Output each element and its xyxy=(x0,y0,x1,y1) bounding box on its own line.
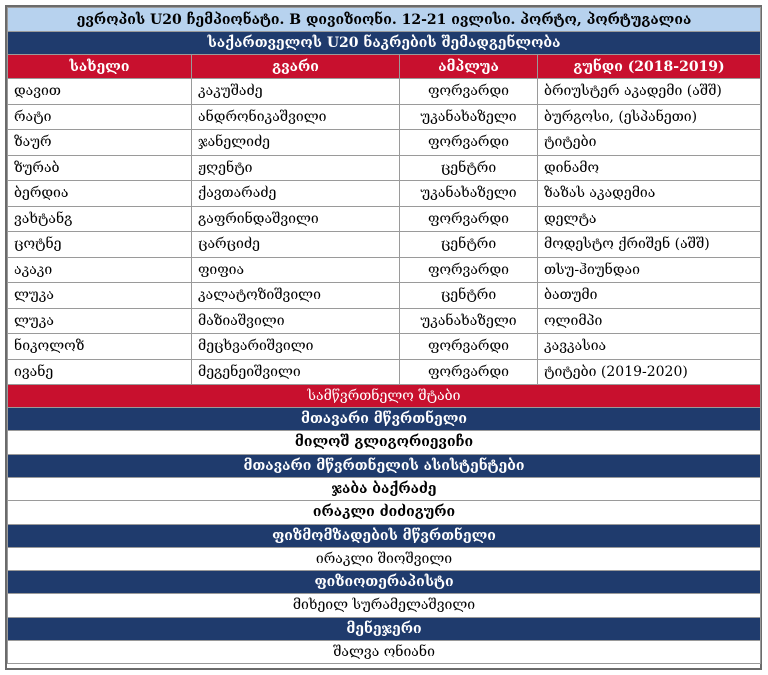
player-row xyxy=(8,206,761,232)
player-row xyxy=(8,308,761,334)
player-last-name: ჟღენტი xyxy=(192,155,400,181)
staff-role-row xyxy=(8,524,761,547)
player-first-name: აკაკი xyxy=(8,257,192,283)
staff-role: ფიზმომზადების მწვრთნელი xyxy=(8,524,761,547)
header-row xyxy=(8,55,761,79)
roster-table xyxy=(7,7,761,664)
header-first-name: სახელი xyxy=(8,55,192,79)
squad-title-row xyxy=(8,32,761,55)
player-position: ფორვარდი xyxy=(400,334,538,360)
player-row xyxy=(8,155,761,181)
staff-title-row xyxy=(8,385,761,408)
player-last-name: კალატოზიშვილი xyxy=(192,283,400,309)
player-row xyxy=(8,334,761,360)
player-team: დინამო xyxy=(538,155,761,181)
player-team: ზაზას აკადემია xyxy=(538,181,761,207)
staff-role: მთავარი მწვრთნელის ასისტენტები xyxy=(8,454,761,477)
player-position: უკანახაზელი xyxy=(400,308,538,334)
player-first-name: დავით xyxy=(8,79,192,105)
staff-title: სამწვრთნელო შტაბი xyxy=(8,385,761,408)
staff-name-row xyxy=(8,501,761,525)
player-position: ცენტრი xyxy=(400,155,538,181)
player-row xyxy=(8,232,761,258)
player-last-name: მაზიაშვილი xyxy=(192,308,400,334)
tournament-title: ევროპის U20 ჩემპიონატი. B დივიზიონი. 12-21 ივლისი. პორტო, პორტუგალია xyxy=(8,8,761,32)
staff-role-row xyxy=(8,408,761,431)
staff-name: მიხეილ სურამელაშვილი xyxy=(8,594,761,618)
player-position: ფორვარდი xyxy=(400,359,538,385)
player-last-name: ცარციძე xyxy=(192,232,400,258)
header-team: გუნდი (2018-2019) xyxy=(538,55,761,79)
staff-role: მთავარი მწვრთნელი xyxy=(8,408,761,431)
header-last-name: გვარი xyxy=(192,55,400,79)
player-row xyxy=(8,359,761,385)
player-last-name: მეგენეიშვილი xyxy=(192,359,400,385)
staff-role: მენეჯერი xyxy=(8,617,761,640)
player-team: ბურგოსი, (ესპანეთი) xyxy=(538,104,761,130)
staff-name-row xyxy=(8,431,761,455)
player-first-name: ვახტანგ xyxy=(8,206,192,232)
player-row xyxy=(8,283,761,309)
player-last-name: კაკუშაძე xyxy=(192,79,400,105)
player-first-name: ბერდია xyxy=(8,181,192,207)
player-first-name: ლუკა xyxy=(8,283,192,309)
player-team: მოდესტო ქრიშენ (აშშ) xyxy=(538,232,761,258)
player-team: ტიტები xyxy=(538,130,761,156)
player-team: დელტა xyxy=(538,206,761,232)
player-position: ცენტრი xyxy=(400,232,538,258)
player-team: კავკასია xyxy=(538,334,761,360)
player-position: უკანახაზელი xyxy=(400,104,538,130)
player-first-name: რატი xyxy=(8,104,192,130)
player-team: ბრიუსტერ აკადემი (აშშ) xyxy=(538,79,761,105)
player-team: ტიტები (2019-2020) xyxy=(538,359,761,385)
player-position: ფორვარდი xyxy=(400,79,538,105)
player-first-name: ლუკა xyxy=(8,308,192,334)
player-first-name: ნიკოლოზ xyxy=(8,334,192,360)
staff-name: ირაკლი ძიძიგური xyxy=(8,501,761,525)
player-last-name: ანდრონიკაშვილი xyxy=(192,104,400,130)
staff-name: მილოშ გლიგორიევიჩი xyxy=(8,431,761,455)
player-first-name: ზურაბ xyxy=(8,155,192,181)
staff-role-row xyxy=(8,617,761,640)
player-row xyxy=(8,130,761,156)
title-row xyxy=(8,8,761,32)
player-first-name: ივანე xyxy=(8,359,192,385)
staff-name-row xyxy=(8,594,761,618)
staff-name-row xyxy=(8,477,761,501)
player-row xyxy=(8,79,761,105)
player-last-name: ქავთარაძე xyxy=(192,181,400,207)
roster-sheet xyxy=(5,5,762,670)
staff-name: ირაკლი შიოშვილი xyxy=(8,547,761,571)
header-position: ამპლუა xyxy=(400,55,538,79)
player-row xyxy=(8,257,761,283)
player-team: ბათუმი xyxy=(538,283,761,309)
player-position: უკანახაზელი xyxy=(400,181,538,207)
staff-name: შალვა ონიანი xyxy=(8,640,761,664)
squad-title: საქართველოს U20 ნაკრების შემადგენლობა xyxy=(8,32,761,55)
staff-role-row xyxy=(8,571,761,594)
staff-name-row xyxy=(8,547,761,571)
player-first-name: ზაურ xyxy=(8,130,192,156)
player-position: ფორვარდი xyxy=(400,130,538,156)
player-last-name: მეცხვარიშვილი xyxy=(192,334,400,360)
player-last-name: გაფრინდაშვილი xyxy=(192,206,400,232)
staff-role-row xyxy=(8,454,761,477)
player-last-name: ფიფია xyxy=(192,257,400,283)
staff-name: ჯაბა ბაქრაძე xyxy=(8,477,761,501)
player-team: თსუ-ჰიუნდაი xyxy=(538,257,761,283)
player-position: ფორვარდი xyxy=(400,257,538,283)
player-position: ცენტრი xyxy=(400,283,538,309)
staff-role: ფიზიოთერაპისტი xyxy=(8,571,761,594)
player-row xyxy=(8,181,761,207)
player-last-name: ჯანელიძე xyxy=(192,130,400,156)
player-position: ფორვარდი xyxy=(400,206,538,232)
player-first-name: ცოტნე xyxy=(8,232,192,258)
player-team: ოლიმპი xyxy=(538,308,761,334)
player-row xyxy=(8,104,761,130)
staff-name-row xyxy=(8,640,761,664)
